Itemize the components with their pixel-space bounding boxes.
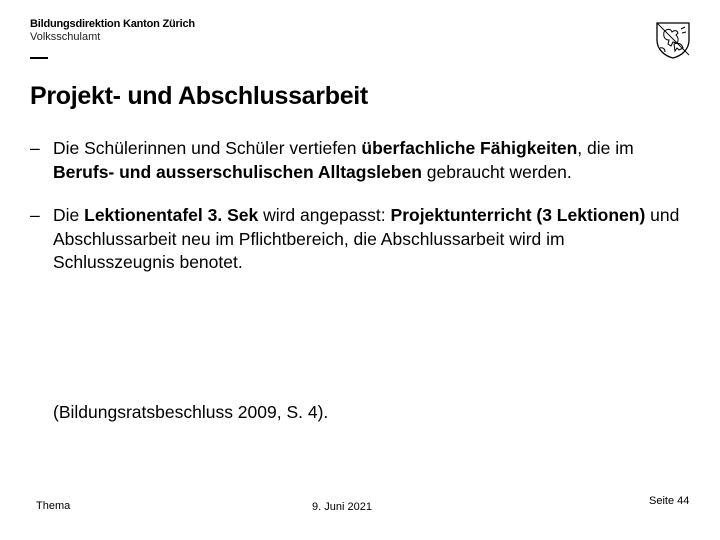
bold-phrase: Berufs- und ausserschulischen Alltagsleben — [53, 161, 422, 182]
bold-phrase: Lektionentafel 3. Sek — [84, 205, 259, 225]
zurich-coat-of-arms-icon — [654, 20, 692, 60]
bold-phrase: überfachliche Fähigkeiten — [361, 138, 578, 158]
bullet-item — [30, 137, 680, 184]
citation: (Bildungsratsbeschluss 2009, S. 4). — [53, 402, 329, 422]
org-subtitle: Volksschulamt — [30, 31, 101, 43]
bullet-item — [30, 204, 680, 275]
bullet-dash: – — [30, 205, 40, 225]
footer-topic: Thema — [36, 500, 71, 512]
header-rule — [30, 57, 48, 59]
bullet-text-2: Die Lektionentafel 3. Sek wird angepasst: Projektunterricht (3 Lektionen) und Abschlussarbeit neu im Pflichtbereich, die Abschlussarbeit wird im Schlusszeugnis benotet. — [53, 205, 680, 272]
bullet-dash: – — [30, 138, 40, 158]
org-name: Bildungsdirektion Kanton Zürich — [30, 18, 195, 30]
bullet-text-1: Die Schülerinnen und Schüler vertiefen überfachliche Fähigkeiten, die im Berufs- und ausserschulischen Alltagsleben gebraucht werden. — [53, 138, 634, 182]
footer-page-number: Seite 44 — [649, 495, 690, 507]
bullet-list — [30, 137, 680, 295]
footer-date: 9. Juni 2021 — [312, 501, 372, 513]
slide-title: Projekt- und Abschlussarbeit — [30, 82, 368, 110]
bold-phrase: Projektunterricht (3 Lektionen) — [390, 205, 646, 225]
